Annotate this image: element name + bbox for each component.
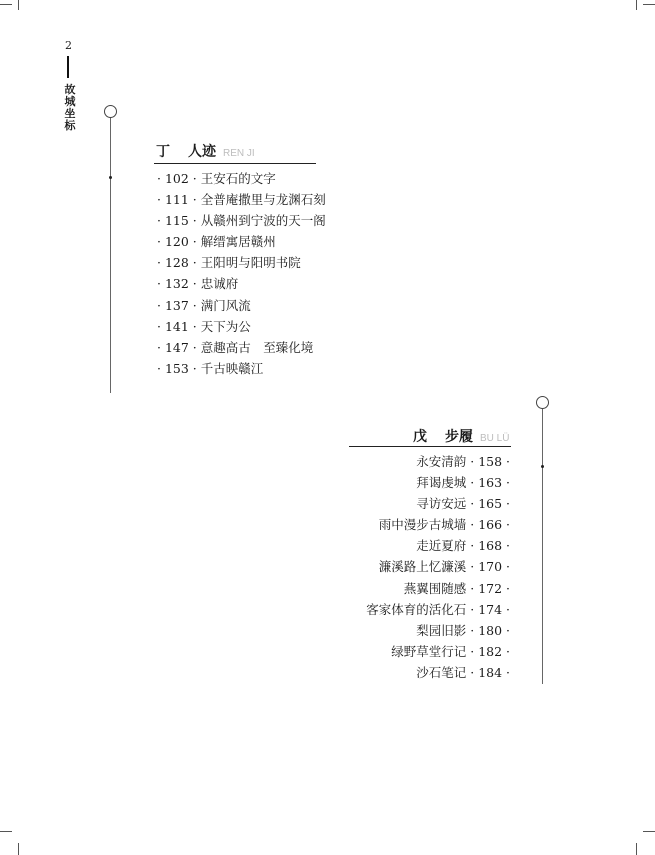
toc-entry[interactable]: 寻访安远 · 165 · (416, 496, 510, 512)
toc-entry-page: 158 (478, 454, 503, 469)
section1-vertical-line (110, 117, 111, 393)
toc-entry-page: 182 (478, 643, 503, 659)
toc-entry-page: 120 (164, 234, 189, 250)
toc-entry-page: 170 (478, 559, 503, 575)
section2-heading-char: 戊 (413, 429, 427, 445)
toc-entry-page: 172 (478, 580, 503, 596)
section2-heading (413, 426, 509, 446)
crop-mark (18, 843, 19, 855)
toc-entry-title: 绿野草堂行记 (391, 643, 467, 659)
section1-heading (156, 141, 255, 161)
section2-toc-list (340, 451, 510, 683)
section2-heading-title: 步履 (445, 429, 473, 445)
toc-entry-title: 从赣州到宁波的天一阁 (200, 213, 326, 229)
toc-entry-page: 141 (164, 318, 189, 334)
section2-heading-subtitle: BU LÜ (480, 433, 510, 444)
toc-entry-page: 168 (478, 538, 503, 554)
section1-heading-subtitle: REN JI (223, 148, 255, 159)
toc-entry-title: 雨中漫步古城墙 (378, 517, 467, 533)
toc-entry-title: 燕翼围随感 (403, 580, 467, 596)
toc-entry-page: 165 (478, 496, 503, 512)
toc-entry[interactable]: 永安清韵 · 158 · (416, 454, 510, 469)
toc-entry[interactable]: · 128 · 王阳明与阳明书院 (157, 255, 301, 271)
crop-mark (636, 843, 637, 855)
toc-entry-page: 111 (164, 192, 189, 208)
crop-mark (636, 0, 637, 10)
toc-entry-title: 寻访安远 (416, 496, 467, 512)
section1-toc-list (157, 168, 326, 379)
toc-entry-title: 王安石的文字 (200, 171, 276, 186)
toc-entry-page: 174 (478, 601, 503, 617)
toc-entry[interactable]: 燕翼围随感 · 172 · (403, 580, 510, 596)
crop-mark (0, 831, 12, 832)
toc-entry[interactable]: · 111 · 全普庵撒里与龙渊石刻 (157, 192, 326, 208)
section2-dot-ornament (541, 465, 544, 468)
section1-heading-title: 人迹 (188, 144, 216, 160)
section2-ring-ornament (536, 396, 549, 409)
toc-entry[interactable]: 沙石笔记 · 184 · (416, 664, 510, 680)
toc-entry[interactable]: · 153 · 千古映赣江 (157, 360, 264, 376)
crop-mark (643, 4, 655, 5)
toc-entry-title: 王阳明与阳明书院 (200, 255, 301, 271)
toc-entry-title: 客家体育的活化石 (366, 601, 467, 617)
toc-entry-page: 147 (164, 339, 189, 355)
toc-entry-page: 166 (478, 517, 503, 533)
toc-entry-title: 千古映赣江 (200, 360, 264, 376)
toc-entry[interactable]: 走近夏府 · 168 · (416, 538, 510, 554)
toc-entry-page: 180 (478, 622, 503, 638)
toc-entry-page: 132 (164, 276, 189, 292)
toc-entry-title: 拜谒虔城 (416, 475, 467, 491)
section1-ring-ornament (104, 105, 117, 118)
toc-entry[interactable]: · 120 · 解缙寓居赣州 (157, 234, 276, 250)
section1-heading-rule (154, 163, 316, 164)
toc-entry-page: 184 (478, 664, 503, 680)
toc-entry[interactable]: · 115 · 从赣州到宁波的天一阁 (157, 213, 326, 229)
toc-entry-page: 153 (164, 360, 189, 376)
toc-entry-title: 意趣高古 至臻化境 (200, 339, 314, 355)
section1-dot-ornament (109, 176, 112, 179)
toc-entry[interactable]: 绿野草堂行记 · 182 · (391, 643, 510, 659)
toc-entry[interactable]: 雨中漫步古城墙 · 166 · (378, 517, 510, 533)
toc-entry[interactable]: 梨园旧影 · 180 · (416, 622, 510, 638)
section2-heading-rule (349, 446, 511, 447)
toc-entry-page: 163 (478, 475, 503, 491)
crop-mark (0, 4, 12, 5)
toc-entry[interactable]: · 132 · 忠诚府 (157, 276, 239, 292)
toc-entry-page: 128 (164, 255, 189, 271)
page-number: 2 (65, 39, 72, 52)
toc-entry[interactable]: · 137 · 满门风流 (157, 297, 251, 313)
toc-entry-page: 102 (164, 171, 189, 186)
toc-entry[interactable]: · 147 · 意趣高古 至臻化境 (157, 339, 314, 355)
section2-vertical-line (542, 408, 543, 684)
toc-entry-title: 走近夏府 (416, 538, 467, 554)
toc-entry-title: 忠诚府 (200, 276, 239, 292)
crop-mark (18, 0, 19, 10)
toc-entry-title: 解缙寓居赣州 (200, 234, 276, 250)
toc-entry[interactable]: 濂溪路上忆濂溪 · 170 · (378, 559, 510, 575)
toc-entry-title: 天下为公 (200, 318, 251, 334)
toc-entry-title: 梨园旧影 (416, 622, 467, 638)
toc-entry-page: 137 (164, 297, 189, 313)
toc-entry-title: 濂溪路上忆濂溪 (378, 559, 467, 575)
section1-heading-char: 丁 (156, 144, 170, 160)
running-title: 故城坐标 (64, 83, 76, 132)
toc-entry[interactable]: · 102 · 王安石的文字 (157, 171, 276, 186)
header-rule (67, 56, 69, 78)
toc-entry-title: 满门风流 (200, 297, 251, 313)
toc-entry[interactable]: · 141 · 天下为公 (157, 318, 251, 334)
toc-entry-title: 永安清韵 (416, 454, 467, 469)
crop-mark (643, 831, 655, 832)
toc-entry-title: 沙石笔记 (416, 664, 467, 680)
toc-entry[interactable]: 拜谒虔城 · 163 · (416, 475, 510, 491)
toc-entry[interactable]: 客家体育的活化石 · 174 · (366, 601, 510, 617)
toc-entry-page: 115 (164, 213, 189, 229)
toc-entry-title: 全普庵撒里与龙渊石刻 (200, 192, 326, 208)
